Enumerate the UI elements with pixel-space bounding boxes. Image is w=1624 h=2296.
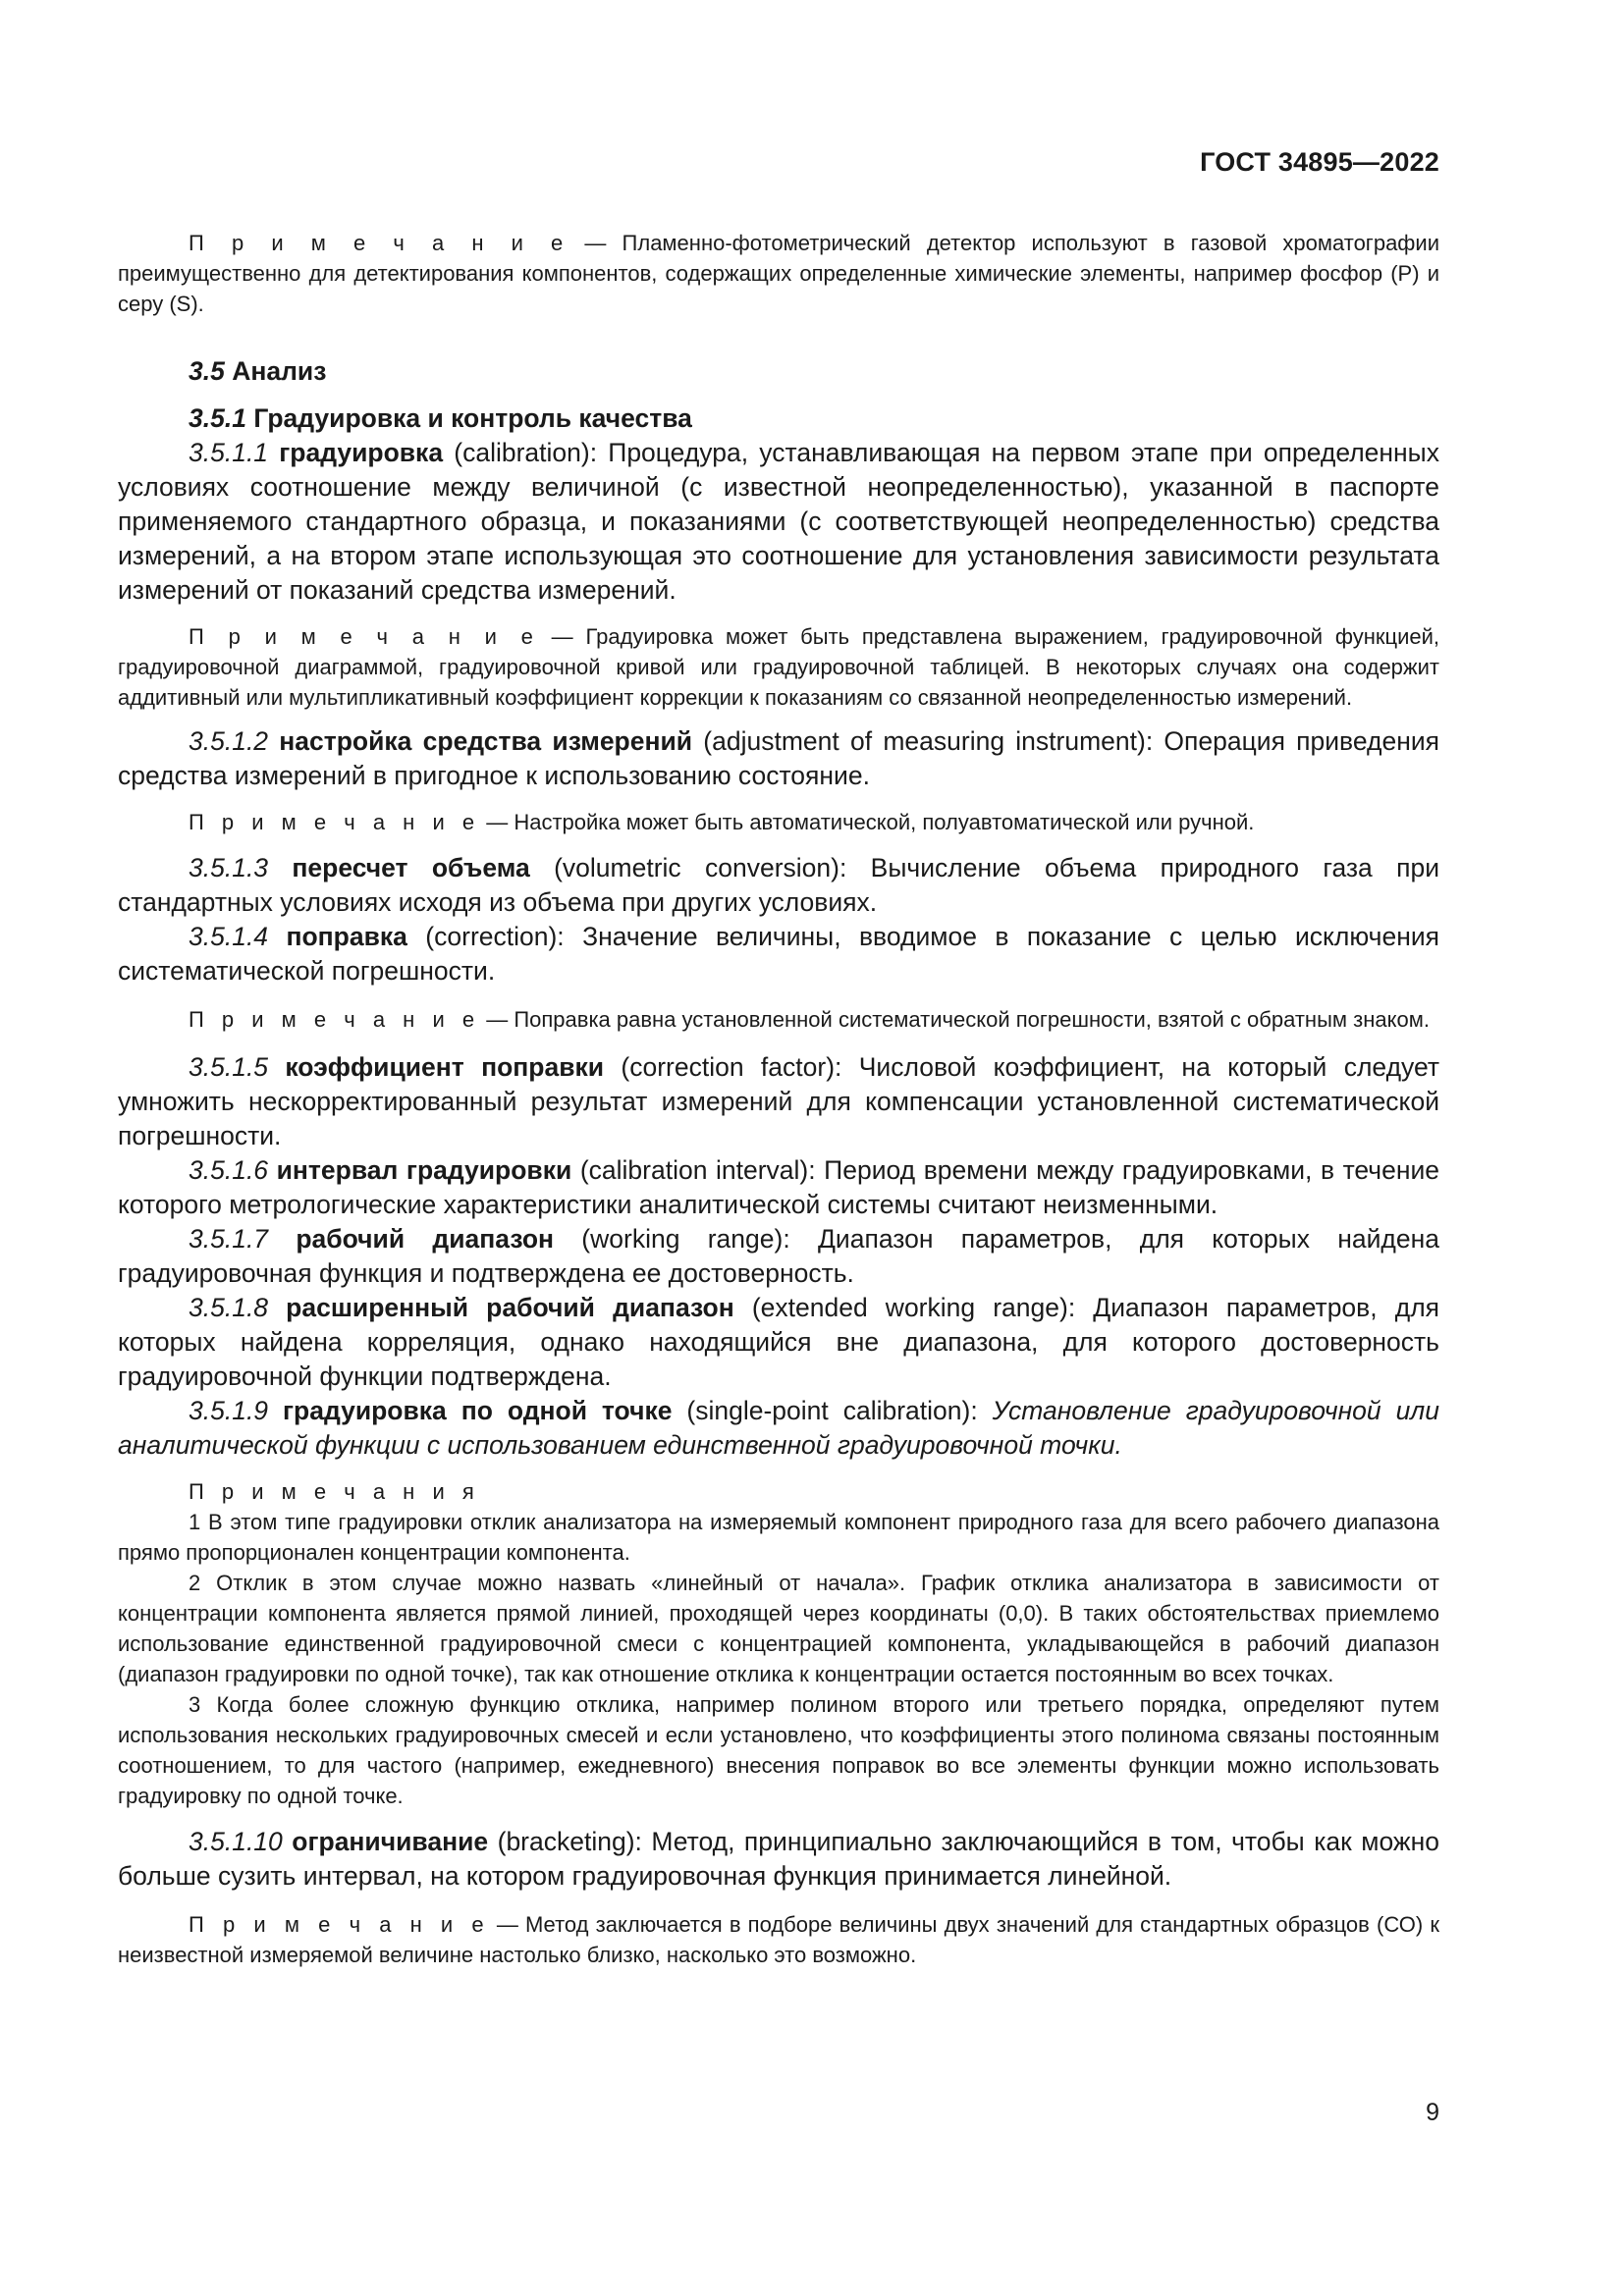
definition-3-5-1-3: 3.5.1.3 пересчет объема (volumetric conversion): Вычисление объема природного газа при стандартных условиях исходя из объема при других условиях. — [118, 853, 1439, 917]
note-label: П р и м е ч а н и е — [189, 231, 569, 255]
definition-3-5-1-9: 3.5.1.9 градуировка по одной точке (single-point calibration): Установление градуировочной или аналитической функции с использованием единственной градуировочной точки. — [118, 1396, 1439, 1460]
note-item: 1 В этом типе градуировки отклик анализатора на измеряемый компонент природного газа для всего рабочего диапазона прямо пропорционален концентрации компонента. — [118, 1510, 1439, 1565]
definition-3-5-1-10: 3.5.1.10 ограничивание (bracketing): Метод, принципиально заключающийся в том, чтобы как можно больше сузить интервал, на котором градуировочная функция принимается линейной. — [118, 1827, 1439, 1891]
note-flame-detector — [118, 228, 1439, 319]
document-id: ГОСТ 34895—2022 — [1200, 147, 1439, 177]
definition-3-5-1-1: 3.5.1.1 градуировка (calibration): Процедура, устанавливающая на первом этапе при определенных условиях соотношение между величиной (с известной неопределенностью), указанной в паспорте применяемого стандартного образца, и показаниями (с соответствующей неопределенностью) средства измерений, а на втором этапе использующая это соотношение для установления зависимости результата измерений от показаний средства измерений. — [118, 438, 1439, 605]
notes-3-5-1-9 — [118, 1476, 1439, 1811]
section-heading-3-5-1: 3.5.1 Градуировка и контроль качества — [189, 403, 692, 433]
definition-3-5-1-7: 3.5.1.7 рабочий диапазон (working range): Диапазон параметров, для которых найдена градуировочная функция и подтверждена ее достоверность. — [118, 1224, 1439, 1288]
note-text: — Пламенно-фотометрический детектор используют в газовой хроматографии преимущественно для детектирования компонентов, содержащих определенные химические элементы, например фосфор (Р) и серу (S). — [118, 231, 1439, 316]
definition-3-5-1-4: 3.5.1.4 поправка (correction): Значение величины, вводимое в показание с целью исключения систематической погрешности. — [118, 922, 1439, 986]
note-3-5-1-4: П р и м е ч а н и е — Поправка равна установленной систематической погрешности, взятой с обратным знаком. — [189, 1007, 1430, 1032]
note-3-5-1-2: П р и м е ч а н и е — Настройка может быть автоматической, полуавтоматической или ручной. — [189, 810, 1255, 834]
page-content — [118, 228, 1439, 1970]
definition-3-5-1-8: 3.5.1.8 расширенный рабочий диапазон (extended working range): Диапазон параметров, для которых найдена корреляция, однако находящийся вне диапазона, для которого достоверность градуировочной функции подтверждена. — [118, 1293, 1440, 1391]
notes-title: П р и м е ч а н и я — [189, 1479, 480, 1504]
section-heading-3-5: 3.5 Анализ — [189, 356, 327, 386]
note-3-5-1-1: П р и м е ч а н и е — Градуировка может быть представлена выражением, градуировочной функцией, градуировочной диаграммой, градуировочной кривой или градуировочной таблицей. В некоторых случаях она содержит аддитивный или мультипликативный коэффициент коррекции к показаниям со связанной неопределенностью измерений. — [118, 624, 1439, 710]
note-3-5-1-10: П р и м е ч а н и е — Метод заключается в подборе величины двух значений для стандартных образцов (СО) к неизвестной измеряемой величине настолько близко, насколько это возможно. — [118, 1912, 1439, 1967]
page-number: 9 — [1426, 2099, 1439, 2126]
note-item: 3 Когда более сложную функцию отклика, например полином второго или третьего порядка, определяют путем использования нескольких градуировочных смесей и если установлено, что коэффициенты этого полинома связаны постоянным соотношением, то для частого (например, ежедневного) внесения поправок во все элементы функции можно использовать градуировку по одной точке. — [118, 1692, 1439, 1808]
definition-3-5-1-2: 3.5.1.2 настройка средства измерений (adjustment of measuring instrument): Операция приведения средства измерений в пригодное к использованию состояние. — [118, 726, 1439, 790]
note-item: 2 Отклик в этом случае можно назвать «линейный от начала». График отклика анализатора в зависимости от концентрации компонента является прямой линией, проходящей через координаты (0,0). В таких обстоятельствах приемлемо использование единственной градуировочной смеси с концентрацией компонента, укладывающейся в рабочий диапазон (диапазон градуировки по одной точке), так как отношение отклика к концентрации остается постоянным во всех точках. — [118, 1571, 1439, 1686]
definition-3-5-1-6: 3.5.1.6 интервал градуировки (calibration interval): Период времени между градуировками, в течение которого метрологические характеристики аналитической системы считают неизменными. — [118, 1155, 1440, 1219]
definition-3-5-1-5: 3.5.1.5 коэффициент поправки (correction factor): Числовой коэффициент, на который следует умножить нескорректированный результат измерений для компенсации установленной систематической погрешности. — [118, 1052, 1439, 1150]
